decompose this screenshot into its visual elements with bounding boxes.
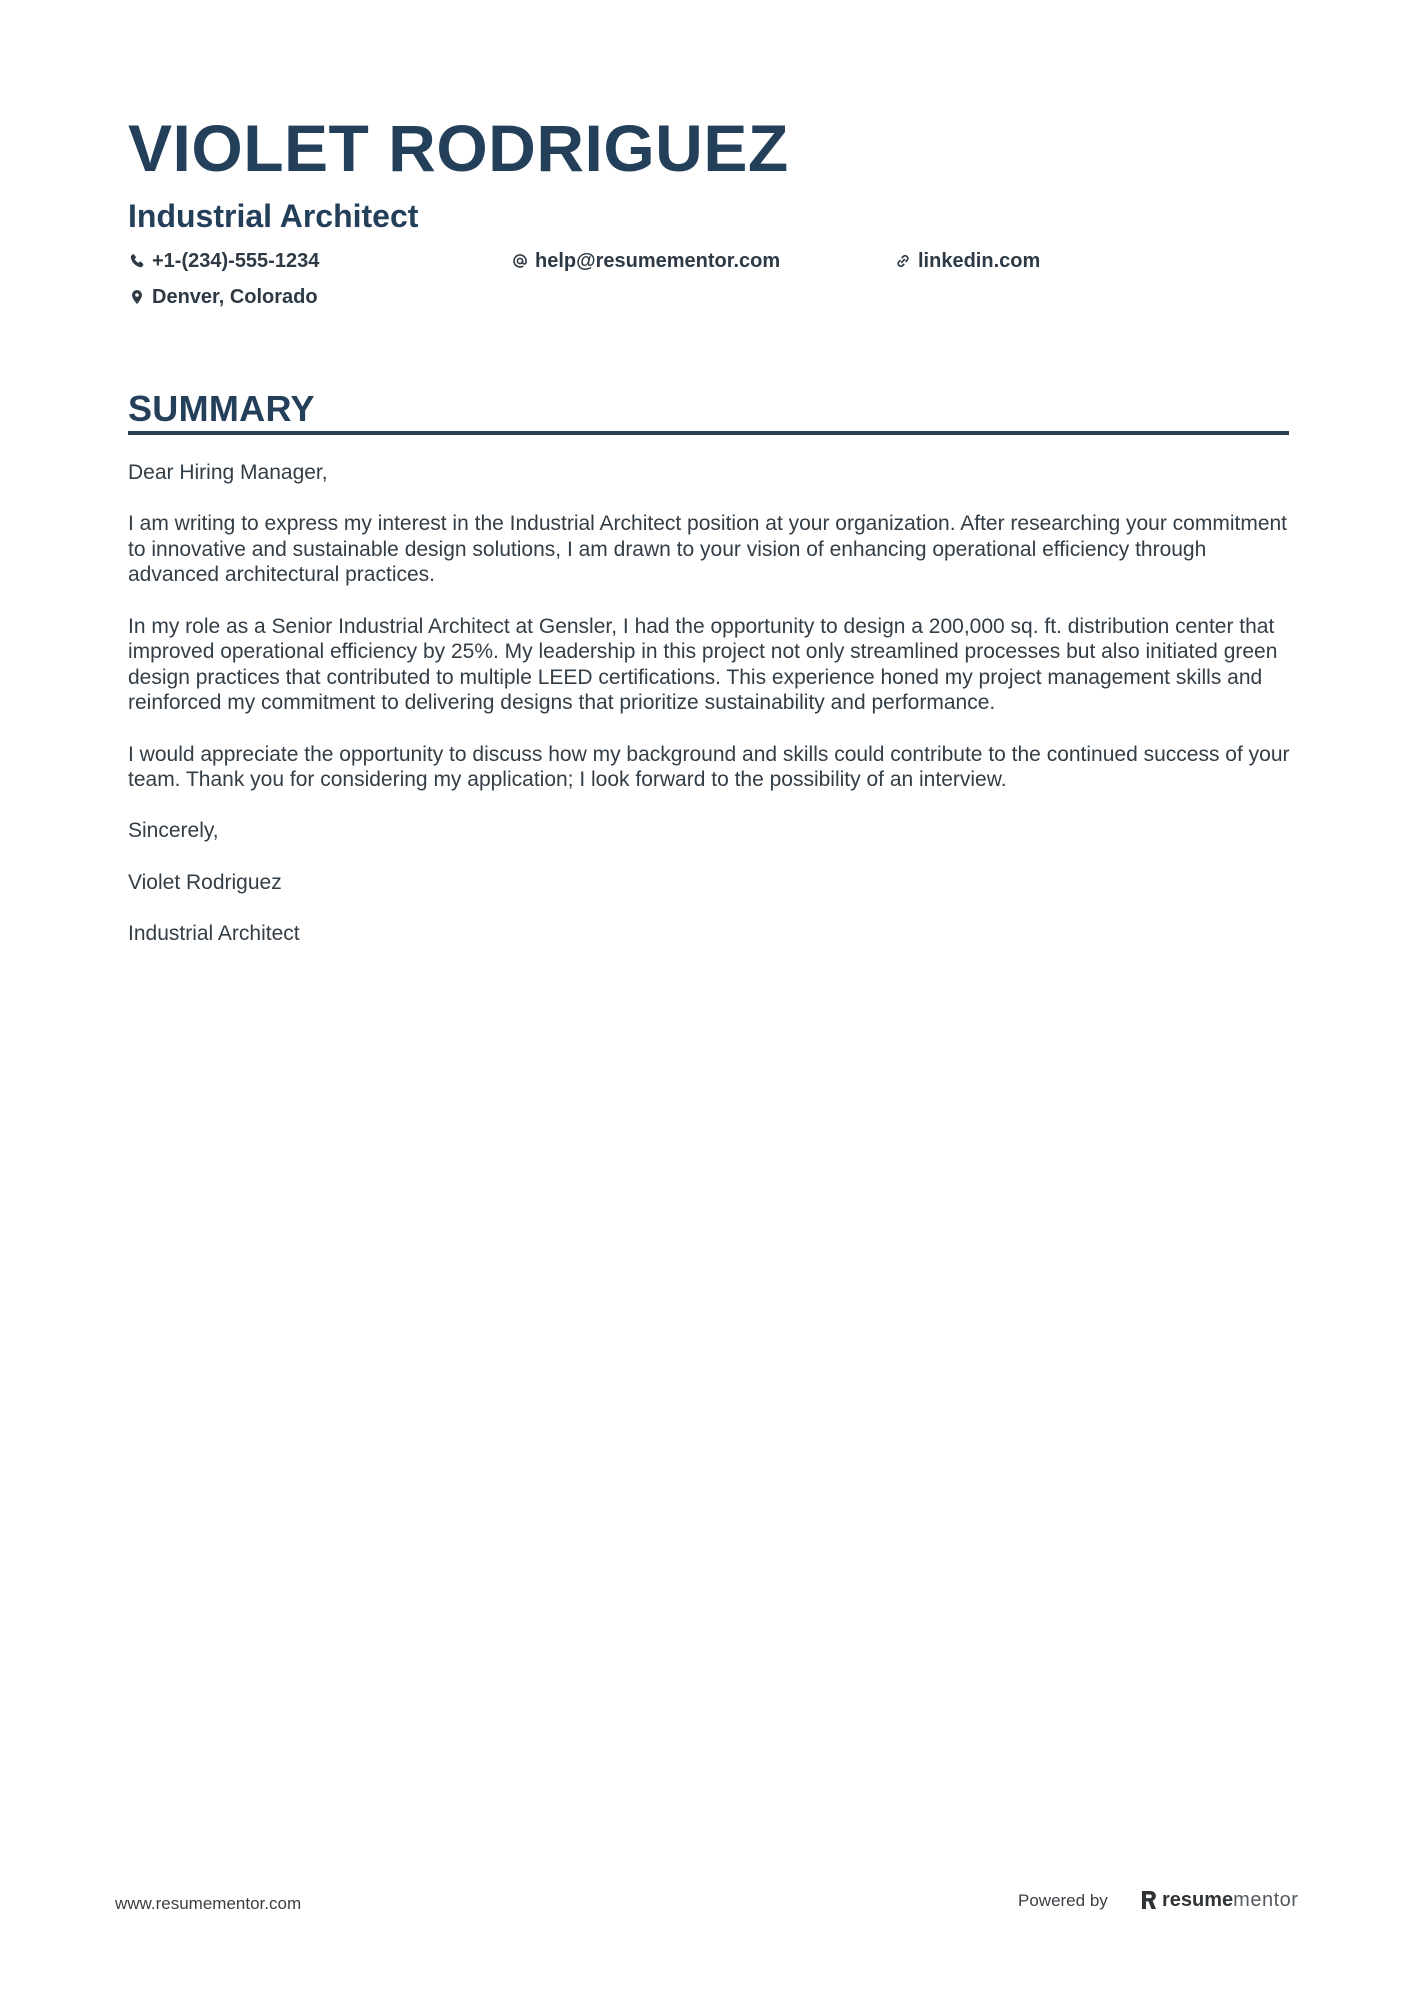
letter-paragraph: I am writing to express my interest in the Industrial Architect position at your organization. After researching your commitment to innovative and sustainable design solutions, I am drawn to your vision of enhancing operational efficiency through advanced architectural practices. — [128, 512, 1288, 587]
map-pin-icon — [128, 288, 146, 306]
signature-title: Industrial Architect — [128, 921, 300, 945]
contact-linkedin — [894, 246, 1040, 276]
linkedin-text[interactable]: linkedin.com — [918, 250, 1041, 272]
letter-paragraph: In my role as a Senior Industrial Architect at Gensler, I had the opportunity to design a 200,000 sq. ft. distribution center that improved operational efficiency by 25%. My leadership in this project not only streamlined processes but also initiated green design practices that contributed to multiple LEED certifications. This experience honed my project management skills and reinforced my commitment to delivering designs that prioritize sustainability and performance. — [128, 614, 1278, 715]
candidate-name: VIOLET RODRIGUEZ — [128, 111, 789, 185]
link-icon — [894, 252, 912, 270]
brand-name-part2: mentor — [1233, 1888, 1299, 1911]
contact-phone — [128, 246, 319, 276]
location-text: Denver, Colorado — [152, 286, 318, 308]
contact-email — [511, 246, 780, 276]
email-text[interactable]: help@resumementor.com — [535, 250, 781, 272]
phone-icon — [128, 252, 146, 270]
contact-location — [128, 282, 318, 312]
resumementor-logo-icon — [1140, 1889, 1158, 1911]
summary-heading: SUMMARY — [128, 388, 315, 429]
brand-logo[interactable] — [1140, 1885, 1298, 1915]
brand-name-part1: resume — [1162, 1888, 1234, 1911]
phone-text: +1-(234)-555-1234 — [152, 250, 320, 272]
contact-info — [128, 244, 1288, 324]
salutation: Dear Hiring Manager, — [128, 461, 328, 484]
signature-name: Violet Rodriguez — [128, 870, 282, 894]
section-divider — [128, 431, 1289, 435]
resume-header — [128, 108, 1288, 324]
job-title: Industrial Architect — [128, 198, 419, 234]
at-icon — [511, 252, 529, 270]
powered-by-label: Powered by — [1018, 1891, 1108, 1910]
closing: Sincerely, — [128, 819, 219, 843]
letter-paragraph: I would appreciate the opportunity to discuss how my background and skills could contribute to the continued success of your team. Thank you for considering my application; I look forward to the possibility of an interview. — [128, 742, 1290, 792]
cover-letter-body — [128, 460, 1290, 972]
footer-website[interactable]: www.resumementor.com — [115, 1894, 302, 1913]
